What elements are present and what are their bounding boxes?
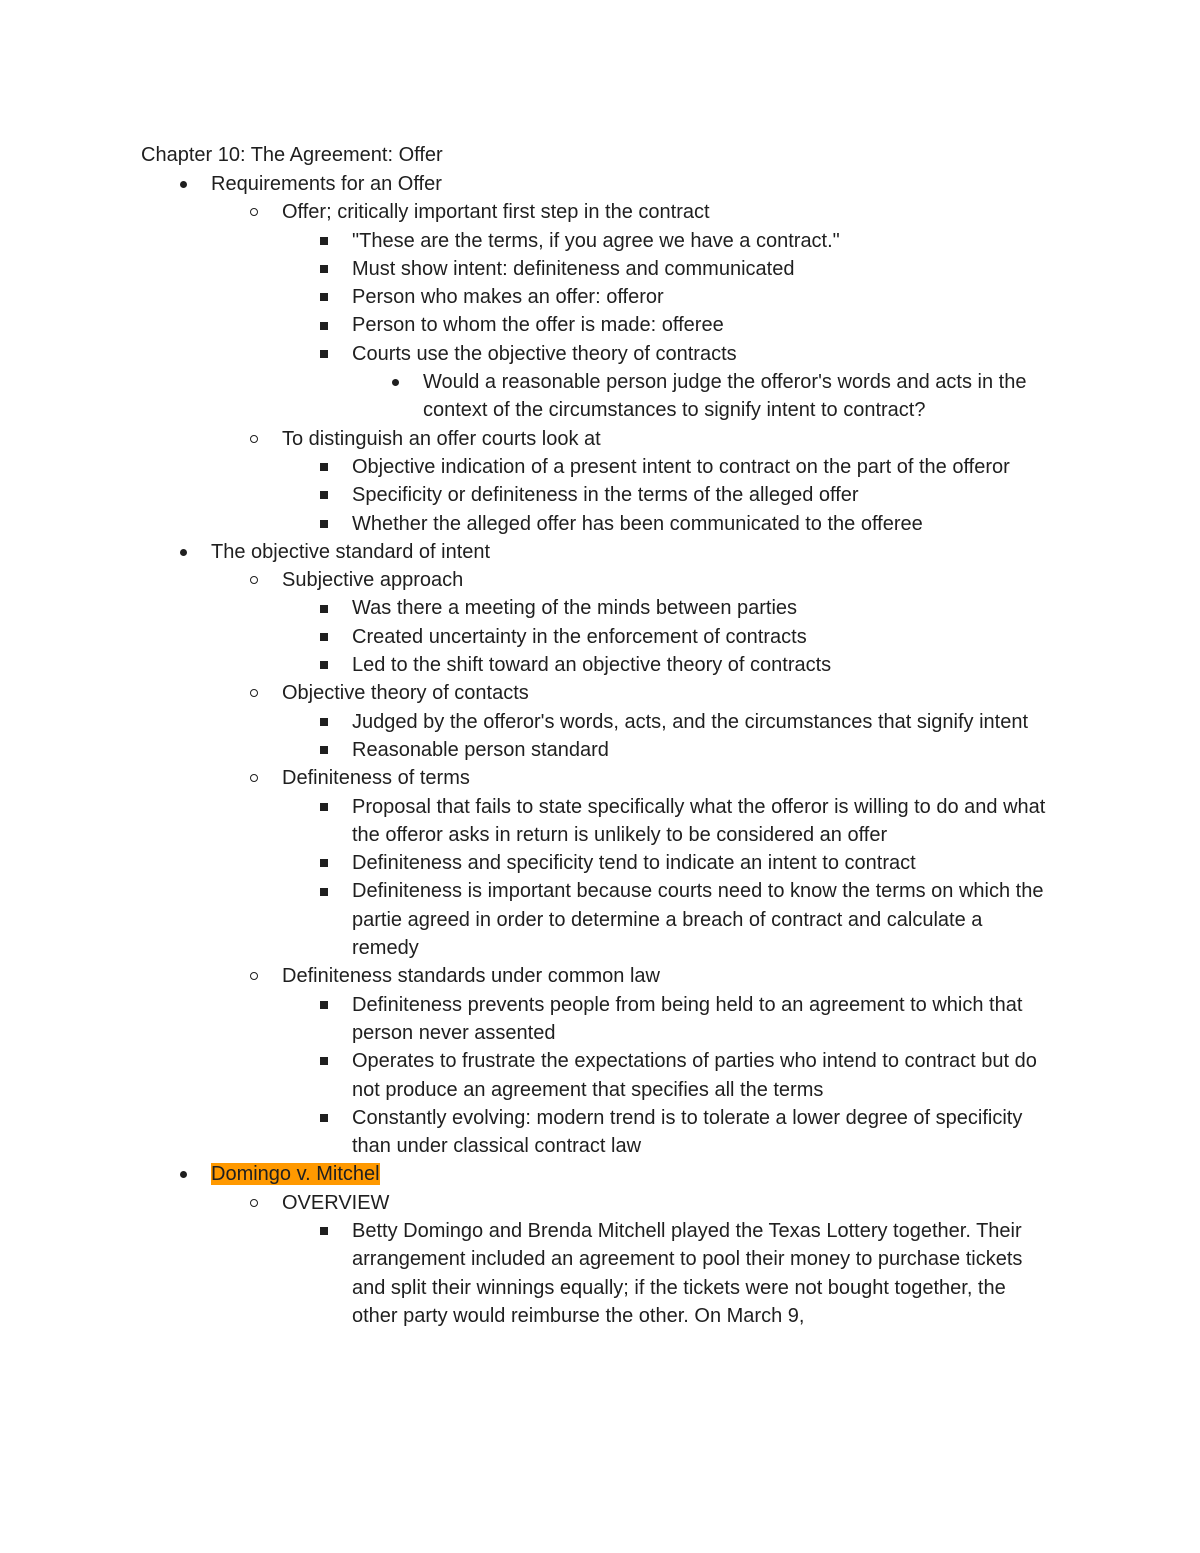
- outline-item-level-3: [0, 311, 1052, 339]
- circle-bullet-icon: [247, 425, 261, 453]
- outline-item-text: Constantly evolving: modern trend is to tolerate a lower degree of specificity than under classical contract law: [352, 1106, 1023, 1158]
- outline-item-text: Betty Domingo and Brenda Mitchell played the Texas Lottery together. Their arrangement included an agreement to pool their money to purchase tickets and split their winnings equally; if the tickets were not bought together, the other party would reimburse the other. On March 9,: [352, 1219, 1023, 1327]
- outline-item-level-3: [0, 283, 1052, 311]
- outline-item-text: To distinguish an offer courts look at: [282, 427, 601, 450]
- square-bullet-icon: [317, 453, 331, 481]
- square-bullet-icon: [317, 793, 331, 821]
- disc-bullet-icon: [176, 170, 190, 198]
- outline-item-text: Reasonable person standard: [352, 738, 609, 761]
- outline-item-level-3: [0, 1047, 1052, 1104]
- outline-item-text: Definiteness standards under common law: [282, 965, 660, 988]
- circle-bullet-icon: [247, 198, 261, 226]
- outline-item-text: [211, 1160, 1051, 1188]
- square-bullet-icon: [317, 1104, 331, 1132]
- outline-item-text: Definiteness and specificity tend to indicate an intent to contract: [352, 852, 916, 875]
- outline-item-level-3: [0, 1104, 1052, 1161]
- square-bullet-icon: [317, 708, 331, 736]
- outline-item-level-3: [0, 340, 1052, 368]
- square-bullet-icon: [317, 1217, 331, 1245]
- circle-bullet-icon: [247, 566, 261, 594]
- outline-item-text: Definiteness prevents people from being held to an agreement to which that person never assented: [352, 993, 1023, 1044]
- outline-item-level-2: [0, 425, 1052, 453]
- outline-item-level-3: [0, 453, 1052, 481]
- chapter-title: Chapter 10: The Agreement: Offer: [141, 144, 443, 166]
- outline-item-text: Definiteness of terms: [282, 767, 470, 790]
- outline-item-text: Was there a meeting of the minds between parties: [352, 597, 798, 620]
- outline-item-level-3: [0, 623, 1052, 651]
- outline-item-level-1: [0, 170, 1051, 198]
- square-bullet-icon: [317, 736, 331, 764]
- square-bullet-icon: [317, 255, 331, 283]
- square-bullet-icon: [317, 849, 331, 877]
- square-bullet-icon: [317, 510, 331, 538]
- square-bullet-icon: [317, 991, 331, 1019]
- outline-item-level-3: [0, 849, 1052, 877]
- outline-item-text: Courts use the objective theory of contracts: [352, 342, 737, 365]
- square-bullet-icon: [317, 481, 331, 509]
- outline-item-text: Whether the alleged offer has been communicated to the offeree: [352, 512, 923, 535]
- outline-item-level-3: [0, 255, 1052, 283]
- square-bullet-icon: [317, 623, 331, 651]
- outline-item-text: OVERVIEW: [282, 1191, 390, 1214]
- outline-item-level-4: [0, 368, 1053, 425]
- outline-item-text: Person to whom the offer is made: offeree: [352, 314, 724, 337]
- outline-item-text: Proposal that fails to state specifically what the offeror is willing to do and what the offeror asks in return is unlikely to be considered an offer: [352, 795, 1046, 846]
- outline-item-text: Objective indication of a present intent to contract on the part of the offeror: [352, 455, 1010, 478]
- outline-item-level-2: [0, 679, 1052, 707]
- outline-item-level-1: [0, 538, 1051, 566]
- outline-item-text: Subjective approach: [282, 569, 464, 592]
- outline-item-level-3: [0, 651, 1052, 679]
- outline-item-level-3: [0, 594, 1052, 622]
- outline-item-level-3: [0, 227, 1052, 255]
- square-bullet-icon: [317, 651, 331, 679]
- outline-item-text: The objective standard of intent: [211, 540, 491, 563]
- outline-item-level-3: [0, 1217, 1052, 1330]
- outline-item-level-2: [0, 764, 1052, 792]
- outline-item-level-3: [0, 793, 1052, 850]
- square-bullet-icon: [317, 311, 331, 339]
- notes-outline: [0, 170, 1200, 1330]
- square-bullet-icon: [317, 340, 331, 368]
- outline-item-text: Requirements for an Offer: [211, 173, 442, 195]
- square-bullet-icon: [317, 594, 331, 622]
- outline-item-text: Objective theory of contacts: [282, 682, 529, 705]
- outline-item-text: "These are the terms, if you agree we have a contract.": [352, 229, 840, 252]
- outline-item-level-3: [0, 877, 1052, 962]
- circle-bullet-icon: [247, 764, 261, 792]
- disc-bullet-icon: [176, 1160, 190, 1188]
- outline-item-level-2: [0, 1189, 1052, 1217]
- outline-item-level-3: [0, 481, 1052, 509]
- square-bullet-icon: [317, 1047, 331, 1075]
- outline-item-text: Judged by the offeror's words, acts, and the circumstances that signify intent: [352, 710, 1029, 733]
- square-bullet-icon: [317, 283, 331, 311]
- outline-item-text: Definiteness is important because courts need to know the terms on which the partie agreed in order to determine a breach of contract and calculate a remedy: [352, 880, 1044, 960]
- outline-item-text: Person who makes an offer: offeror: [352, 286, 664, 309]
- outline-item-level-3: [0, 510, 1052, 538]
- circle-bullet-icon: [247, 962, 261, 990]
- outline-item-text: Must show intent: definiteness and communicated: [352, 257, 795, 280]
- outline-item-level-2: [0, 566, 1052, 594]
- circle-bullet-icon: [247, 1189, 261, 1217]
- outline-item-level-2: [0, 198, 1052, 226]
- circle-bullet-icon: [247, 679, 261, 707]
- outline-item-level-2: [0, 962, 1052, 990]
- outline-item-text: Led to the shift toward an objective theory of contracts: [352, 654, 832, 677]
- outline-item-level-3: [0, 736, 1052, 764]
- outline-item-text: Operates to frustrate the expectations of parties who intend to contract but do not produce an agreement that specifies all the terms: [352, 1050, 1037, 1101]
- disc-bullet-icon: [176, 538, 190, 566]
- outline-item-text: Offer; critically important first step in the contract: [282, 201, 710, 224]
- outline-item-level-3: [0, 708, 1052, 736]
- outline-item-text: Specificity or definiteness in the terms of the alleged offer: [352, 484, 859, 507]
- disc-bullet-icon: [388, 368, 402, 396]
- outline-item-level-1: [0, 1160, 1051, 1188]
- square-bullet-icon: [317, 877, 331, 905]
- outline-item-level-3: [0, 991, 1052, 1048]
- outline-item-text: Created uncertainty in the enforcement of contracts: [352, 625, 807, 648]
- square-bullet-icon: [317, 227, 331, 255]
- outline-item-text: Would a reasonable person judge the offeror's words and acts in the context of the circumstances to signify intent to contract?: [423, 371, 1027, 422]
- highlighted-text: Domingo v. Mitchel: [211, 1163, 380, 1186]
